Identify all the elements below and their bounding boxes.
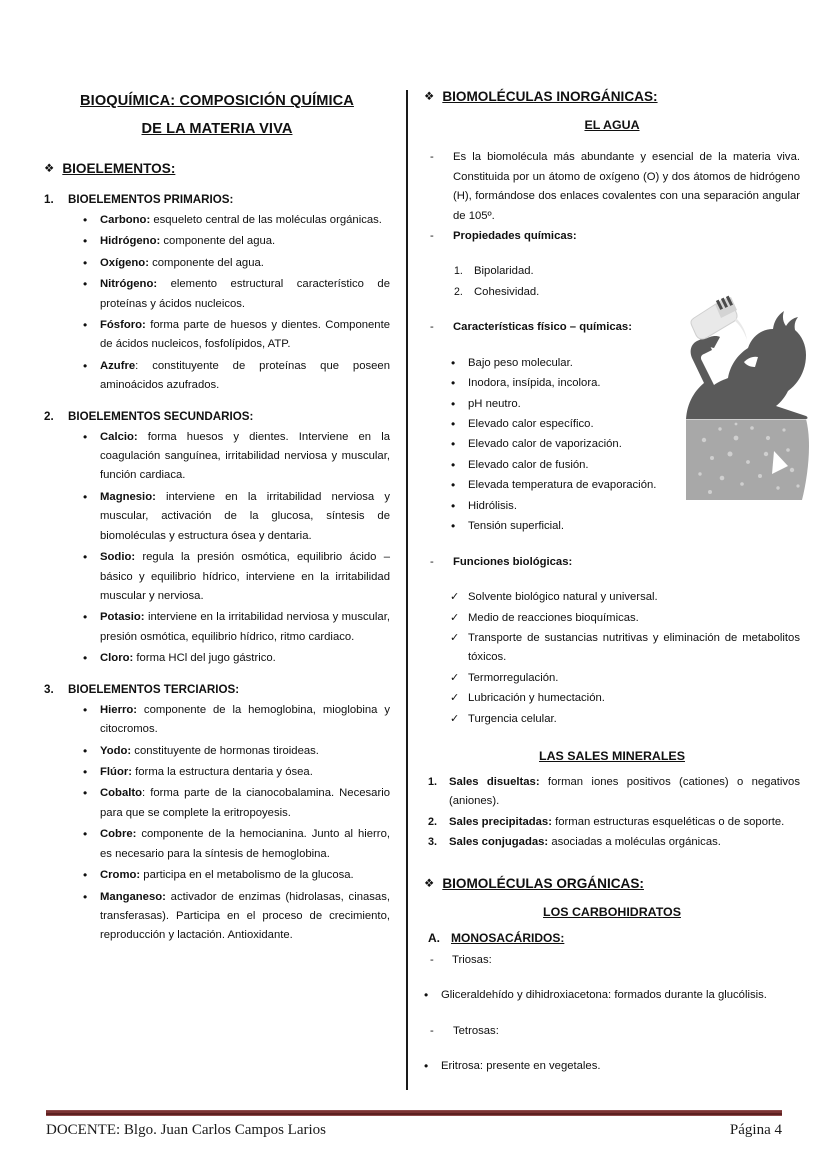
bullet-icon: • bbox=[424, 1059, 429, 1074]
list-item bbox=[83, 428, 390, 486]
bullet-icon: • bbox=[83, 702, 88, 717]
item-text: Inodora, insípida, incolora. bbox=[468, 377, 601, 390]
bullet-icon: • bbox=[83, 651, 88, 666]
dash-icon: - bbox=[430, 230, 434, 243]
item-number: 2. bbox=[454, 285, 463, 298]
item-number: 2. bbox=[428, 815, 438, 828]
bullet-icon: • bbox=[83, 743, 88, 758]
check-icon: ✓ bbox=[450, 591, 460, 604]
bullet-icon: • bbox=[83, 550, 88, 565]
caracteristicas-label: Características físico – químicas: bbox=[453, 321, 632, 334]
list-item bbox=[451, 517, 800, 536]
subtitle-carbohidratos-label: LOS CARBOHIDRATOS bbox=[543, 905, 681, 920]
list-bioelementos-secundarios bbox=[44, 428, 390, 669]
list-item bbox=[83, 763, 390, 782]
group-number: 3. bbox=[44, 682, 54, 696]
heading-biomoleculas-inorganicas bbox=[424, 88, 800, 106]
list-item bbox=[450, 710, 800, 729]
term: Sales precipitadas: bbox=[449, 815, 552, 828]
term: Hierro: bbox=[100, 703, 138, 716]
list-item bbox=[83, 275, 390, 314]
dash-icon: - bbox=[430, 1024, 434, 1037]
list-item bbox=[451, 395, 800, 414]
item-number: 1. bbox=[428, 776, 438, 789]
subtitle-sales-minerales-label: LAS SALES MINERALES bbox=[539, 749, 685, 764]
term: Yodo: bbox=[100, 744, 132, 757]
list-item bbox=[451, 354, 800, 373]
check-icon: ✓ bbox=[450, 631, 460, 644]
term: Gliceraldehído y dihidroxiacetona: bbox=[441, 989, 612, 1002]
list-item bbox=[83, 608, 390, 647]
subtitle-carbohidratos bbox=[424, 905, 800, 919]
bullet-icon: • bbox=[83, 234, 88, 249]
section-letter: A. bbox=[428, 931, 440, 946]
list-item bbox=[83, 316, 390, 355]
item-text: Elevado calor de fusión. bbox=[468, 458, 589, 471]
diamond-star-icon: ❖ bbox=[424, 91, 435, 103]
list-item bbox=[428, 833, 800, 852]
group-title: BIOELEMENTOS SECUNDARIOS: bbox=[68, 409, 254, 423]
heading-monosacaridos bbox=[424, 931, 800, 945]
item-text: Solvente biológico natural y universal. bbox=[468, 591, 658, 604]
heading-biomoleculas-inorganicas-label: BIOMOLÉCULAS INORGÁNICAS: bbox=[442, 89, 658, 104]
check-icon: ✓ bbox=[450, 692, 460, 705]
term: Magnesio: bbox=[100, 490, 156, 503]
water-intro-text: Es la biomolécula más abundante y esencial de la materia viva. Constituida por un átomo de oxígeno (O) y dos átomos de hidrógeno (H), formándose dos enlaces covalentes con una separación angular de 105º. bbox=[453, 151, 800, 222]
bullet-icon: • bbox=[83, 889, 88, 904]
list-item bbox=[451, 497, 800, 516]
group-heading-secundarios bbox=[44, 410, 390, 423]
definition: : constituyente de proteínas que poseen aminoácidos azufrados. bbox=[100, 359, 390, 392]
item-number: 1. bbox=[454, 265, 463, 278]
document-title bbox=[44, 88, 390, 143]
term: Sales disueltas: bbox=[449, 776, 540, 789]
item-text: Termorregulación. bbox=[468, 671, 559, 684]
two-column-body bbox=[44, 88, 800, 1088]
funciones-heading-list bbox=[424, 553, 800, 572]
definition: elemento estructural característico de proteínas y ácidos nucleicos. bbox=[100, 278, 390, 310]
term: Sales conjugadas: bbox=[449, 836, 549, 849]
bullet-icon: • bbox=[451, 417, 456, 432]
definition: componente de la hemocianina. Junto al hierro, es necesario para la síntesis de hemoglobina. bbox=[100, 828, 390, 860]
list-item bbox=[451, 374, 800, 393]
bullet-icon: • bbox=[83, 786, 88, 801]
item-number: 3. bbox=[428, 836, 438, 849]
definition: regula la presión osmótica, equilibrio ácido – básico y equilibrio hídrico, interviene en la irritabilidad muscular y nerviosa. bbox=[100, 551, 390, 602]
definition: forman estructuras esqueléticas o de soporte. bbox=[551, 815, 785, 828]
item-text: Lubricación y humectación. bbox=[468, 692, 605, 705]
diamond-star-icon: ❖ bbox=[44, 163, 55, 176]
definition: forman iones positivos (cationes) o negativos (aniones). bbox=[449, 776, 800, 808]
list-item bbox=[83, 701, 390, 740]
list-item bbox=[428, 773, 800, 812]
term: Hidrógeno: bbox=[100, 235, 161, 248]
term: Flúor: bbox=[100, 765, 132, 778]
list-item bbox=[83, 211, 390, 230]
definition: interviene en la irritabilidad nerviosa y muscular, presión osmótica, equilibrio hídrico, ritmo cardiaco. bbox=[100, 611, 390, 643]
list-item bbox=[83, 649, 390, 668]
caracteristicas-heading-list bbox=[424, 318, 800, 337]
subtitle-el-agua bbox=[424, 118, 800, 132]
heading-bioelementos-label: BIOELEMENTOS: bbox=[62, 161, 176, 177]
bullet-icon: • bbox=[83, 827, 88, 842]
item-text: Bipolaridad. bbox=[474, 265, 534, 278]
heading-biomoleculas-organicas-label: BIOMOLÉCULAS ORGÁNICAS: bbox=[442, 875, 644, 891]
bullet-icon: • bbox=[83, 610, 88, 625]
list-item bbox=[451, 415, 800, 434]
list-item bbox=[83, 866, 390, 885]
list-item bbox=[430, 1022, 800, 1041]
list-item bbox=[428, 813, 800, 832]
check-icon: ✓ bbox=[450, 712, 460, 725]
definition: forma huesos y dientes. Interviene en la coagulación sanguínea, irritabilidad nerviosa y muscular, función cardiaca. bbox=[100, 430, 390, 482]
dash-icon: - bbox=[430, 954, 434, 967]
list-item bbox=[430, 318, 800, 337]
list-item bbox=[451, 476, 800, 495]
sales-minerales-list bbox=[424, 773, 800, 853]
item-text: Turgencia celular. bbox=[468, 712, 557, 725]
item-text: Transporte de sustancias nutritivas y eliminación de metabolitos tóxicos. bbox=[468, 631, 800, 664]
bullet-icon: • bbox=[83, 868, 88, 883]
subtitle-sales-minerales bbox=[424, 749, 800, 763]
list-item bbox=[430, 227, 800, 246]
item-text: Elevado calor de vaporización. bbox=[468, 438, 622, 451]
group-heading-primarios bbox=[44, 193, 390, 206]
tetrosas-items bbox=[424, 1057, 800, 1076]
triosas-group bbox=[424, 951, 800, 970]
subtitle-el-agua-label: EL AGUA bbox=[584, 118, 640, 133]
group-number: 2. bbox=[44, 409, 54, 423]
footer-page-number: Página 4 bbox=[729, 1122, 782, 1138]
definition: asociadas a moléculas orgánicas. bbox=[548, 836, 721, 849]
list-item bbox=[430, 951, 800, 970]
list-item bbox=[83, 254, 390, 273]
term: Calcio: bbox=[100, 430, 138, 443]
definition: esqueleto central de las moléculas orgánicas. bbox=[150, 213, 382, 226]
definition: constituyente de hormonas tiroideas. bbox=[131, 744, 319, 757]
bullet-icon: • bbox=[451, 498, 456, 513]
list-bioelementos-primarios bbox=[44, 211, 390, 396]
term: Fósforo: bbox=[100, 318, 146, 331]
group-label: Triosas: bbox=[452, 954, 492, 967]
funciones-biologicas-list bbox=[424, 588, 800, 729]
diamond-star-icon: ❖ bbox=[424, 877, 435, 890]
check-icon: ✓ bbox=[450, 671, 460, 684]
dash-icon: - bbox=[430, 555, 434, 568]
list-item bbox=[450, 609, 800, 628]
list-item bbox=[454, 262, 800, 281]
bullet-icon: • bbox=[83, 429, 88, 444]
group-title: BIOELEMENTOS TERCIARIOS: bbox=[68, 682, 240, 696]
term: Eritrosa: bbox=[441, 1060, 484, 1073]
term: Manganeso: bbox=[100, 890, 166, 903]
definition: componente de la hemoglobina, mioglobina y citocromos. bbox=[100, 703, 390, 736]
item-text: Medio de reacciones bioquímicas. bbox=[468, 611, 639, 624]
bullet-icon: • bbox=[451, 478, 456, 493]
bullet-icon: • bbox=[424, 988, 429, 1003]
tetrosas-group bbox=[424, 1022, 800, 1041]
definition: forma HCl del jugo gástrico. bbox=[133, 652, 276, 665]
term: Oxígeno: bbox=[100, 256, 149, 269]
bullet-icon: • bbox=[83, 317, 88, 332]
list-item bbox=[83, 232, 390, 251]
bullet-icon: • bbox=[83, 277, 88, 292]
group-number: 1. bbox=[44, 192, 54, 206]
list-item bbox=[83, 357, 390, 396]
group-label: Tetrosas: bbox=[453, 1024, 499, 1037]
propiedades-quimicas-list bbox=[424, 262, 800, 302]
definition: forma parte de huesos y dientes. Componente de ácidos nucleicos, fosfolípidos, ATP. bbox=[100, 318, 390, 351]
item-text: pH neutro. bbox=[468, 397, 521, 410]
item-text: Hidrólisis. bbox=[468, 499, 517, 512]
bullet-icon: • bbox=[83, 489, 88, 504]
term: Potasio: bbox=[100, 611, 145, 624]
definition: presente en vegetales. bbox=[483, 1060, 601, 1073]
bullet-icon: • bbox=[83, 255, 88, 270]
list-bioelementos-terciarios bbox=[44, 701, 390, 946]
caracteristicas-list bbox=[424, 354, 800, 537]
dash-icon: - bbox=[430, 151, 434, 164]
right-column bbox=[408, 88, 800, 1088]
heading-monosacaridos-label: MONOSACÁRIDOS: bbox=[451, 931, 565, 946]
definition: : forma parte de la cianocobalamina. Necesario para que se complete la eritropoyesis. bbox=[100, 787, 390, 819]
list-item bbox=[451, 456, 800, 475]
group-heading-terciarios bbox=[44, 683, 390, 696]
triosas-items bbox=[424, 986, 800, 1005]
bullet-icon: • bbox=[451, 396, 456, 411]
item-text: Elevada temperatura de evaporación. bbox=[468, 479, 657, 492]
heading-bioelementos bbox=[44, 160, 390, 178]
document-title-line2: DE LA MATERIA VIVA bbox=[141, 120, 293, 137]
list-item bbox=[430, 148, 800, 226]
bullet-icon: • bbox=[451, 355, 456, 370]
heading-biomoleculas-organicas bbox=[424, 875, 800, 893]
item-text: Bajo peso molecular. bbox=[468, 356, 573, 369]
list-item bbox=[83, 825, 390, 864]
page-footer bbox=[46, 1122, 782, 1139]
term: Carbono: bbox=[100, 213, 151, 226]
bullet-icon: • bbox=[83, 212, 88, 227]
list-item bbox=[83, 488, 390, 546]
definition: interviene en la irritabilidad nerviosa y muscular, activación de la glucosa, síntesis de biomoléculas y estructura ósea y dentaria. bbox=[100, 490, 390, 542]
term: Cloro: bbox=[100, 652, 134, 665]
list-item bbox=[450, 689, 800, 708]
dash-icon: - bbox=[430, 321, 434, 334]
document-title-line1: BIOQUÍMICA: COMPOSICIÓN QUÍMICA bbox=[80, 93, 354, 109]
definition: componente del agua. bbox=[148, 256, 264, 269]
term: Cobalto bbox=[100, 787, 143, 800]
group-title: BIOELEMENTOS PRIMARIOS: bbox=[68, 192, 234, 206]
definition: componente del agua. bbox=[160, 235, 276, 248]
list-item bbox=[454, 283, 800, 302]
list-item bbox=[430, 553, 800, 572]
term: Nitrógeno: bbox=[100, 278, 158, 291]
footer-docente: DOCENTE: Blgo. Juan Carlos Campos Larios bbox=[46, 1122, 326, 1138]
propiedades-label: Propiedades químicas: bbox=[453, 230, 577, 243]
list-item bbox=[83, 548, 390, 606]
list-item bbox=[424, 986, 800, 1005]
list-item bbox=[424, 1057, 800, 1076]
definition: activador de enzimas (hidrolasas, cinasas, transferasas). Participa en el proceso de crecimiento, reproducción y lactación. Antioxidante. bbox=[100, 890, 390, 942]
bullet-icon: • bbox=[451, 519, 456, 534]
footer-rule bbox=[46, 1110, 782, 1116]
water-detail-list bbox=[424, 148, 800, 246]
bullet-icon: • bbox=[451, 437, 456, 452]
list-item bbox=[451, 435, 800, 454]
list-item bbox=[83, 888, 390, 946]
left-column bbox=[44, 88, 406, 1088]
list-item bbox=[450, 669, 800, 688]
definition: forma la estructura dentaria y ósea. bbox=[132, 765, 313, 778]
definition: participa en el metabolismo de la glucosa. bbox=[140, 869, 354, 882]
list-item bbox=[450, 588, 800, 607]
item-text: Cohesividad. bbox=[474, 285, 540, 298]
term: Azufre bbox=[100, 359, 136, 372]
bullet-icon: • bbox=[83, 358, 88, 373]
funciones-label: Funciones biológicas: bbox=[453, 555, 573, 568]
check-icon: ✓ bbox=[450, 611, 460, 624]
term: Cobre: bbox=[100, 828, 137, 841]
list-item bbox=[450, 629, 800, 668]
list-item bbox=[83, 742, 390, 761]
item-text: Tensión superficial. bbox=[468, 520, 565, 533]
bullet-icon: • bbox=[83, 764, 88, 779]
definition: formados durante la glucólisis. bbox=[611, 989, 767, 1002]
bullet-icon: • bbox=[451, 376, 456, 391]
item-text: Elevado calor específico. bbox=[468, 418, 594, 431]
term: Cromo: bbox=[100, 869, 141, 882]
list-item bbox=[83, 784, 390, 823]
bullet-icon: • bbox=[451, 457, 456, 472]
term: Sodio: bbox=[100, 551, 136, 564]
